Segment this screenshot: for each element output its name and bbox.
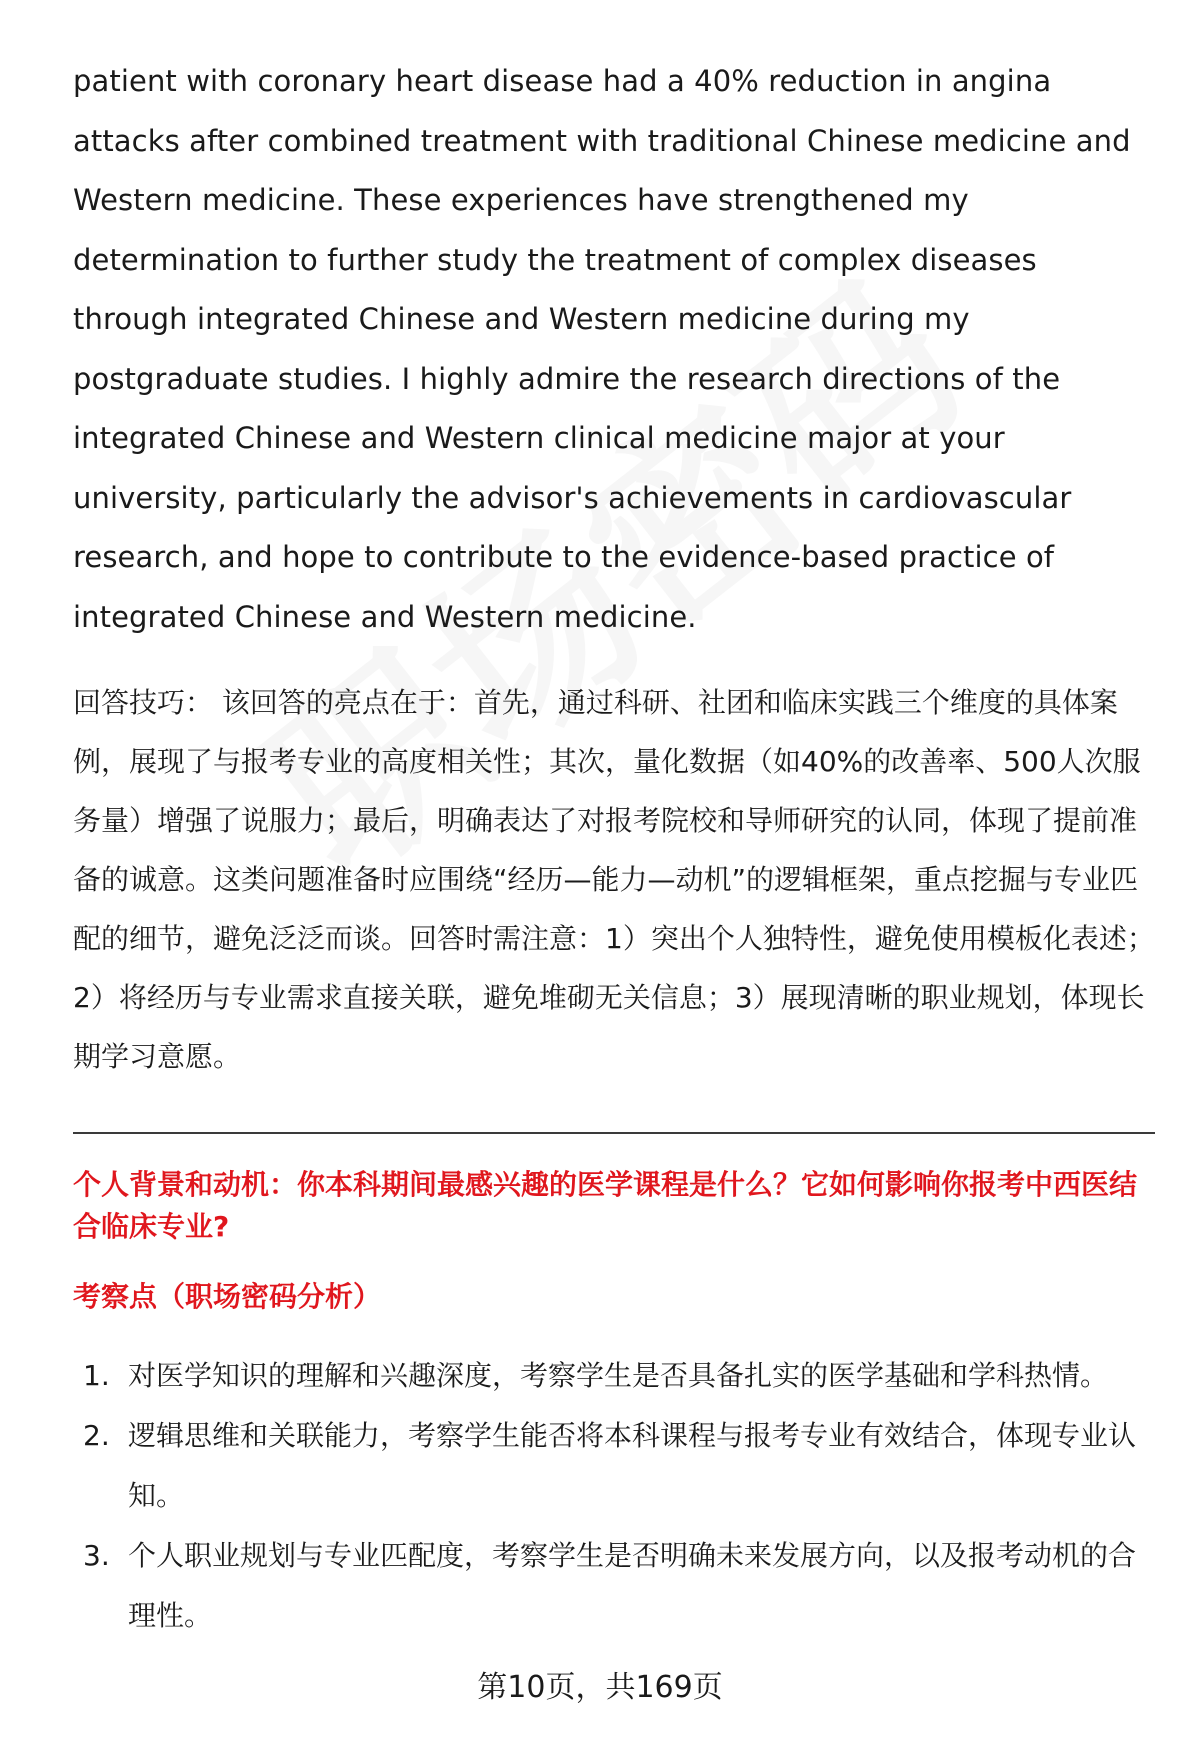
- list-item-text: 逻辑思维和关联能力，考察学生能否将本科课程与报考专业有效结合，体现专业认知。: [128, 1419, 1137, 1512]
- list-item-number: 2.: [83, 1419, 110, 1452]
- list-item-number: 1.: [83, 1359, 110, 1392]
- list-item-number: 3.: [83, 1539, 110, 1572]
- list-item-text: 个人职业规划与专业匹配度，考察学生是否明确未来发展方向，以及报考动机的合理性。: [128, 1539, 1137, 1632]
- list-item: [73, 1526, 1155, 1646]
- list-item-text: 对医学知识的理解和兴趣深度，考察学生是否具备扎实的医学基础和学科热情。: [128, 1359, 1109, 1392]
- list-item: [73, 1346, 1155, 1406]
- assessment-points-list: [73, 1346, 1155, 1646]
- page-number-footer: 第10页，共169页: [477, 1670, 723, 1705]
- intro-paragraph: patient with coronary heart disease had a 40% reduction in angina attacks after combined treatment with traditional Chinese medicine and Western medicine. These experiences have strengthened my determination to further study the treatment of complex diseases through integrated Chinese and Western medicine during my postgraduate studies. I highly admire the research directions of the integrated Chinese and Western clinical medicine major at your university, particularly the advisor's achievements in cardiovascular research, and hope to contribute to the evidence-based practice of integrated Chinese and Western medicine.: [73, 64, 1131, 634]
- answer-tips-paragraph: 回答技巧： 该回答的亮点在于：首先，通过科研、社团和临床实践三个维度的具体案例，展现了与报考专业的高度相关性；其次，量化数据（如40%的改善率、500人次服务量）增强了说服力；最后，明确表达了对报考院校和导师研究的认同，体现了提前准备的诚意。这类问题准备时应围绕“经历—能力—动机”的逻辑框架，重点挖掘与专业匹配的细节，避免泛泛而谈。回答时需注意：1）突出个人独特性，避免使用模板化表述；2）将经历与专业需求直接关联，避免堆砌无关信息；3）展现清晰的职业规划，体现长期学习意愿。: [73, 686, 1155, 1073]
- document-page: [73, 52, 1155, 1646]
- question-heading: 个人背景和动机：你本科期间最感兴趣的医学课程是什么？它如何影响你报考中西医结合临床专业?: [73, 1168, 1138, 1243]
- section-divider: [73, 1132, 1155, 1134]
- section-title: 考察点（职场密码分析）: [73, 1280, 382, 1313]
- list-item: [73, 1406, 1155, 1526]
